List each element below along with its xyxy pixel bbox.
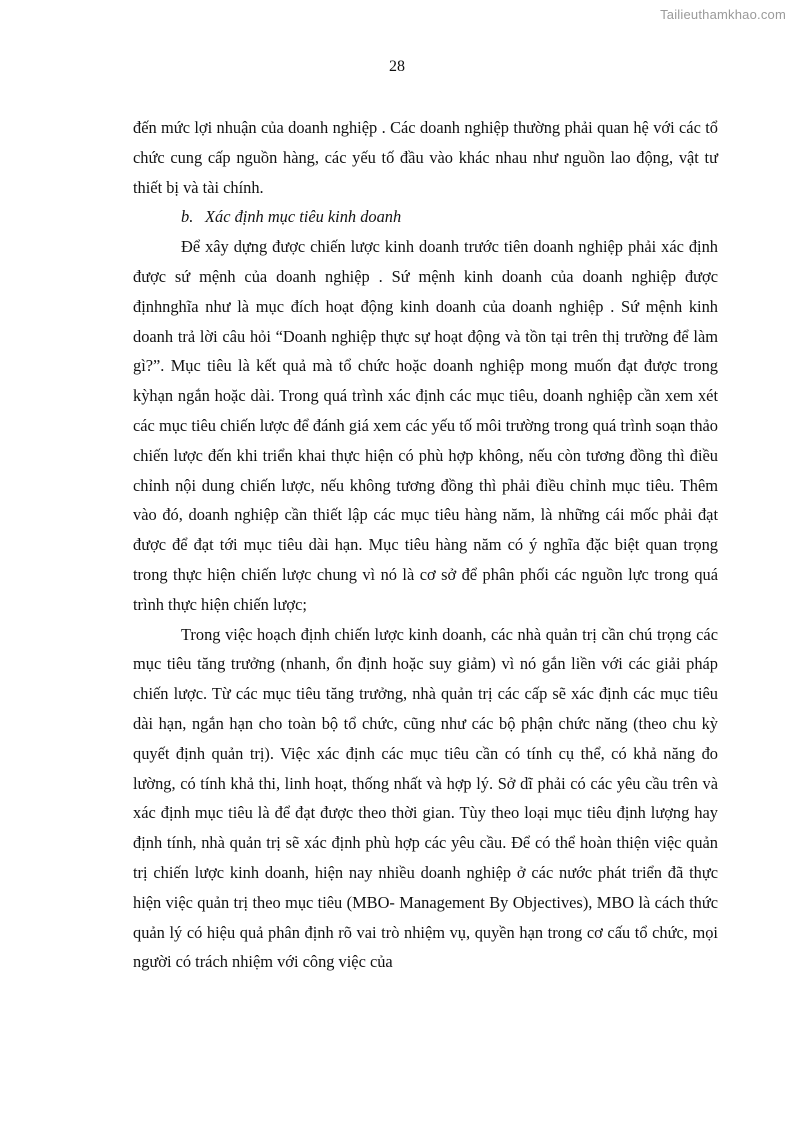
paragraph-mission: Để xây dựng được chiến lược kinh doanh trước tiên doanh nghiệp phải xác định được sứ mệnh của doanh nghiệp . Sứ mệnh kinh doanh của doanh nghiệp được địnhnghĩa như là mục đích hoạt động kinh doanh của doanh nghiệp . Sứ mệnh kinh doanh trả lời câu hỏi “Doanh nghiệp thực sự hoạt động và tồn tại trên thị trường để làm gì?”. Mục tiêu là kết quả mà tổ chức hoặc doanh nghiệp mong muốn đạt được trong kỳhạn ngắn hoặc dài. Trong quá trình xác định các mục tiêu, doanh nghiệp cần xem xét các mục tiêu chiến lược để đánh giá xem các yếu tố môi trường trong quá trình soạn thảo chiến lược đến khi triển khai thực hiện có phù hợp không, nếu còn tương đồng thì điều chỉnh nội dung chiến lược, nếu không tương đồng thì phải điều chỉnh mục tiêu. Thêm vào đó, doanh nghiệp cần thiết lập các mục tiêu hàng năm, là những cái mốc phải đạt được để đạt tới mục tiêu dài hạn. Mục tiêu hàng năm có ý nghĩa đặc biệt quan trọng trong thực hiện chiến lược chung vì nó là cơ sở để phân phối các nguồn lực trong quá trình thực hiện chiến lược;: [133, 237, 718, 614]
watermark-text: Tailieuthamkhao.com: [660, 7, 786, 22]
paragraph-growth-objectives: Trong việc hoạch định chiến lược kinh doanh, các nhà quản trị cần chú trọng các mục tiêu tăng trưởng (nhanh, ổn định hoặc suy giảm) vì nó gắn liền với các giải pháp chiến lược. Từ các mục tiêu tăng trưởng, nhà quản trị các cấp sẽ xác định các mục tiêu dài hạn, ngắn hạn cho toàn bộ tổ chức, cũng như các bộ phận chức năng (theo chu kỳ quyết định quản trị). Việc xác định các mục tiêu cần có tính cụ thể, có khả năng đo lường, có tính khả thi, linh hoạt, thống nhất và hợp lý. Sở dĩ phải có các yêu cầu trên và xác định mục tiêu là để đạt được theo thời gian. Tùy theo loại mục tiêu định lượng hay định tính, nhà quản trị sẽ xác định phù hợp các yêu cầu. Để có thể hoàn thiện việc quản trị chiến lược kinh doanh, hiện nay nhiều doanh nghiệp ở các nước phát triển đã thực hiện việc quản trị theo mục tiêu (MBO- Management By Objectives), MBO là cách thức quản lý có hiệu quả phân định rõ vai trò nhiệm vụ, quyền hạn trong cơ cấu tổ chức, mọi người có trách nhiệm với công việc của: [133, 624, 718, 972]
heading-marker: b.: [181, 207, 194, 227]
page-number: 28: [389, 58, 405, 75]
paragraph-continuation: đến mức lợi nhuận của doanh nghiệp . Các doanh nghiệp thường phải quan hệ với các tổ chức cung cấp nguồn hàng, các yếu tố đầu vào khác nhau như nguồn lao động, vật tư thiết bị và tài chính.: [133, 118, 718, 197]
document-body: [133, 113, 718, 977]
heading-text: Xác định mục tiêu kinh doanh: [205, 207, 402, 227]
section-heading: [133, 202, 718, 232]
